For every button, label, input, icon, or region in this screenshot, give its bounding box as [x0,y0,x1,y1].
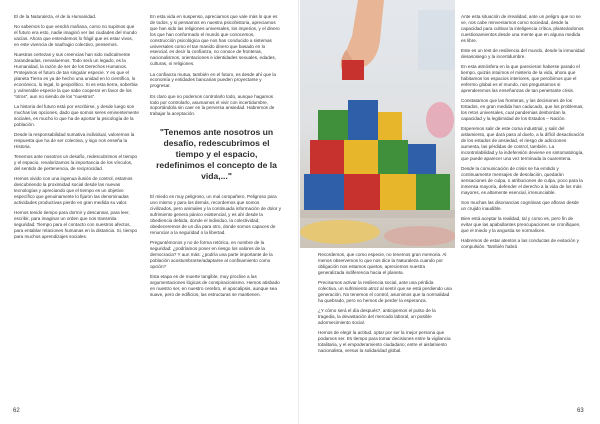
paragraph: La historia del futuro está por escribirse, y desde luego son muchas las opciones, dado que somos seres eminentemente sociales, es mucho lo que ha de aportar la psicología de la población. [14,103,139,127]
paragraph: Desde la responsabilidad sumativa individual, valoremos la respuesta que ha de ser colectiva, y sigo nos enseña la Historia. [14,131,135,149]
pull-quote: "Tenemos ante nosotros un desafío, redescubrimos el tiempo y el espacio, redefinimos el concepto de la vida,..." [156,127,277,182]
column-1 [14,14,139,244]
toy-blocks-photo [300,0,455,248]
paragraph: En esta vida en suspenso, apreciamos que vale más lo que es de todos, y si pensamos en nuestra psicohistoria, apreciamos que han sido las religiones universales, los imperios, y el dinero los que han conformado el mundo que conocemos, construcción psicológica que nos han conducido a sistemas universales como el tan manido dinero que basado en lo esencial, es decir la confianza, no conoce de fronteras, nacionalismos, orientaciones e identidades sexuales, edades, culturas, ni religiones. [150,14,280,67]
paragraph: Hemos tenido tiempo para dormir y descansar, para leer, escribir, para imaginar un orden que nos transmita seguridad. Tiempo para el contacto con nuestros afectos, para entablar relaciones humanas en la distancia. Si, tiempo para muchos aprendizajes sociales. [14,210,138,239]
paragraph: Desde la comunicación de crisis se ha emitido y continuamente mensajes de desolación, quedarán sensaciones de culpa, o atribuciones de culpa, poco para la inmensa mayoría, defender el derecho a la vida de los más mayores, es altamente esencial, irrenunciable. [461,165,583,195]
paragraph: Esta etapa es de muerte tangible, muy proclive a las argumentaciones lógicas de conspiracionismo. Hemos atisbado en nuestro ser, en nuestro cerebro, el apocalipsis, aunque sea suave, pero de edificios, las estructuras se mantienen. [150,273,280,297]
paragraph: El de la Naturaleza, el de la Humanidad. [14,14,97,19]
paragraph: Bien está aceptar la realidad, tal y como es, pero fin de evitar que las apabullantes preocupaciones se cronifiquen, que el miedo y la angustia se normalicen. [461,216,581,233]
paragraph: ¿Y cómo será el día después?, anticipemos el pulso de la tragedia, la devastación del mercado laboral, un posible adormecimiento social. [318,308,436,325]
column-4 [461,14,585,254]
paragraph: Ante esta situación de irrealidad, ante un peligro que no se ve, nos cabe reinventarnos como sociedad, desde la capacidad para cultivar la inteligencia crítica, planteándonos cuestionamientos desde una mente que en alguna medida es libre. [461,14,584,43]
paragraph: Constatamos que las fronteras, y las decisiones de los Estados, en gran medida han caducado, que los problemas, los retos universales, cual pandemias desbordan la capacidad y la legitimidad de los Estados – Nación. [461,98,584,121]
column-2 [150,14,281,302]
paragraph: Recordemos, que como especie, no tenemos gran memoria. Al menos observemos lo que nos dice la Naturaleza cuando por obligación nos estamos quietos, apreciemos nuestra generalizada indiferencia hacia el planeta. [318,252,447,275]
paragraph: Nuestras certezas y sus creencias han sido radicalmente zarandeadas, reevaluemos. Todo será un legado, es la Humanidad, la razón de ser de los Derechos Humanos. Protejamos el futuro de tan singular especie. Y es que el planeta Tierra es ya de hecho una unidad en lo científico, lo económico, lo legal, lo geopolítico. Si es esta tierra, soberbia y vulnerable especie la que sabe cooperar en favor de los “otros”, aun no siendo de los “nuestros”. [14,52,138,99]
paragraph: Este es un test de resiliencia del mundo, desde la inmunidad desasosiego y la incertidumbre. [461,47,585,59]
paragraph: Esperemos salir de este coma industrial, y salir del aislamiento, que dará paso al duelo, a la difícil desactivación de los estados de ansiedad, el riesgo de adicciones aumenta, las pérdidas de control, también. La incontrolabilidad y la indefensión deviene en sintomatología, que puede aparecer una vez terminada la cuarentena. [461,126,585,161]
paragraph: Tenemos ante nosotros un desafío, redescubrimos el tiempo y el espacio, revalorizamos la importancia de los vínculos, del sentido de pertenencia, de reciprocidad. [14,154,138,171]
paragraph: En esta atmósfera en la que parecieran haberse parado el tiempo, quizás intuimos el misterio de la vida, ahora que habitamos los espacios interiores, que percibimos que el enfermo global es el mundo, nos preguntamos si aprenderemos las enseñanzas de tan penetrante crisis. [461,64,580,93]
paragraph: Hemos vivido con una ingenua ilusión de control, estamos descubriendo la proximidad social desde las nuevas tecnologías y apreciando que el tiempo es un objetivo específico que genuinamente lo fijaron las denominadas actividades productivas pierde en gran medida su valor. [14,176,133,205]
paragraph: Precisamos activar la resiliencia social, ante una pérdida colectiva, un sufrimiento atroz al sentir que se está perdiendo una generación. No tenemos el control, asumimos que la normalidad ha quebrado, pero no hemos de perder la esperanza. [318,280,452,303]
paragraph: Preguntémonos y no de forma retórica, en nombre de la seguridad: ¿podríamos poner en riesgo los valores de la democracia? Y aun más: ¿podría una parte importante de la población acostumbrarse/adaptarse al confinamiento como opción? [150,240,273,269]
column-3 [318,252,452,358]
paragraph: Habremos de estar atentos a las conductas de evitación y compulsión. También habrá [461,238,579,250]
paragraph: Es claro que no podemos controlarlo todo, aunque hagamos todo por controlarlo, asumamos el vivir con incertidumbre, soportándola sin caer en la perversa ansiedad. Habremos de trabajar la aceptación. [150,93,275,117]
paragraph: No sabemos lo que vendrá mañana, como no supimos que el futuro era esto, nadie imaginó ver las ciudades del mundo vacías. Ahora que entendemos lo frágil que es estar vivos, en este vivencia de naufragio colectivo, pensemos. [14,24,137,48]
paragraph: Hemos de elegir la actitud, optar por ser la mejor persona que podamos ser. Es tiempo para tomar decisiones entre la vigilancia totalitaria, y el empoderamiento ciudadano; entre el aislamiento nacionalista, versus la solidaridad global. [318,330,451,353]
page-number-left: 62 [13,408,20,414]
page-number-right: 63 [577,408,584,414]
paragraph: Son muchas las disonancias cognitivas que afloran desde un crujido inaudible. [461,199,579,211]
toy-blocks-photo-icon [300,0,455,248]
paragraph: El miedo es muy peligroso, un mal compañero. Peligroso para uno mismo y para los demás, recordemos que somos civilizados, pero animales y la continuada información de dolor y sufrimiento genera pánico existencial, y es ahí desde la obediencia debida, donde el individuo, la colectividad, obedeceremos de un día para otro, donde somos capaces de renunciar a la seguridad o la libertad. [150,194,281,235]
paragraph: La confianza mutua, también en el futuro, es desde ahí que la economía y entidades bancarias pueden proyectarse y progresar. [150,71,276,89]
page-spine [298,0,299,424]
